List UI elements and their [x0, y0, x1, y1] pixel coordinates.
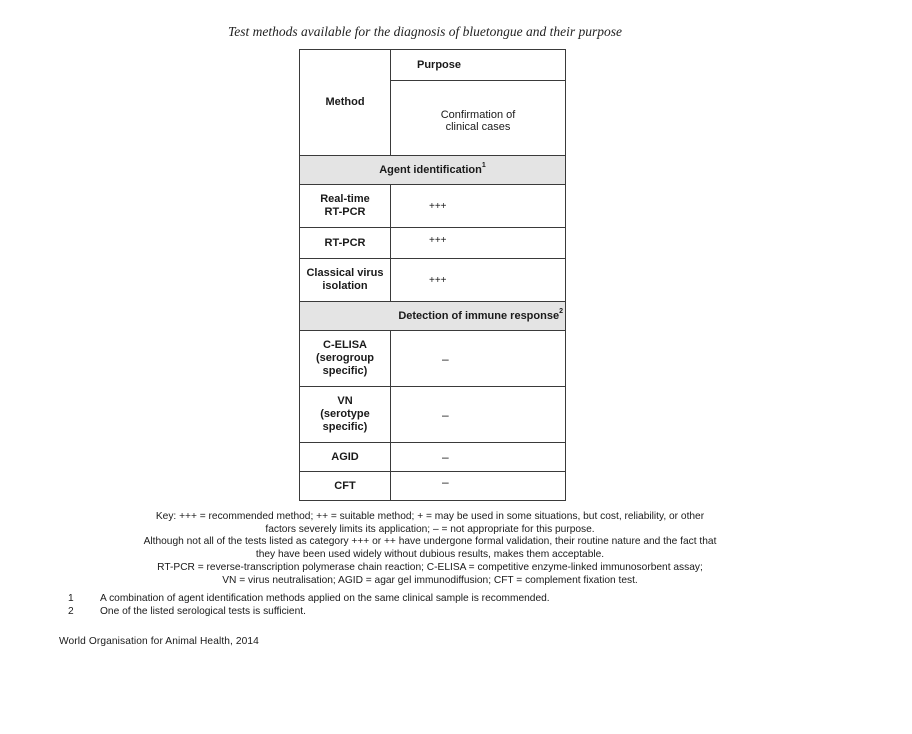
footnote-text: A combination of agent identification methods applied on the same clinical sample is recommended. [100, 593, 550, 604]
value-cell: – [391, 387, 566, 443]
table-header-row [300, 50, 566, 81]
footnote-text: One of the listed serological tests is sufficient. [100, 606, 306, 617]
table-row [300, 259, 566, 302]
value-cell: +++ [391, 259, 566, 302]
method-label: C-ELISA (serogroup specific) [315, 339, 375, 377]
footnote-marker: 2 [559, 308, 563, 315]
section-header [300, 302, 566, 331]
value-cell: +++ [391, 185, 566, 228]
note-line: RT-PCR = reverse-transcription polymerase chain reaction; C-ELISA = competitive enzyme-linked immunosorbent assay; [157, 561, 703, 573]
section-row-detection-of-immune-response [300, 302, 566, 331]
method-cell [300, 259, 391, 302]
purpose-header: Purpose [391, 50, 566, 81]
note-line: VN = virus neutralisation; AGID = agar gel immunodiffusion; CFT = complement fixation test. [222, 574, 638, 586]
table-row [300, 472, 566, 501]
source-credit: World Organisation for Animal Health, 2014 [59, 636, 259, 647]
method-cell: AGID [300, 443, 391, 472]
method-label: VN (serotype specific) [320, 395, 370, 433]
method-cell: RT-PCR [300, 228, 391, 259]
section-row-agent-identification [300, 156, 566, 185]
table-row [300, 228, 566, 259]
purpose-column-label: Confirmation of clinical cases [440, 108, 516, 133]
table-notes [60, 511, 800, 587]
method-label: Classical virus isolation [306, 267, 384, 292]
footnote-number: 1 [68, 593, 74, 604]
method-cell [300, 331, 391, 387]
purpose-column-header [391, 81, 566, 156]
method-header: Method [300, 50, 391, 156]
value-cell: +++ [391, 228, 566, 259]
method-label: Real-time RT-PCR [320, 193, 370, 218]
document-title: Test methods available for the diagnosis of bluetongue and their purpose [228, 24, 622, 39]
note-line: Key: +++ = recommended method; ++ = suitable method; + = may be used in some situations, but cost, reliability, or other [155, 511, 705, 522]
value-cell: – [391, 331, 566, 387]
section-label: Agent identification [379, 164, 482, 176]
note-line: they have been used widely without dubious results, makes them acceptable. [255, 549, 605, 561]
method-cell [300, 387, 391, 443]
footnote-number: 2 [68, 606, 74, 617]
note-line: factors severely limits its application; – = not appropriate for this purpose. [265, 523, 595, 535]
section-label: Detection of immune response [398, 310, 560, 322]
method-cell [300, 185, 391, 228]
footnote-2 [68, 606, 306, 617]
value-cell: – [391, 443, 566, 472]
note-line: Although not all of the tests listed as category +++ or ++ have undergone formal validation, their routine nature and the fact that [143, 536, 717, 548]
table-row [300, 185, 566, 228]
table-row [300, 331, 566, 387]
table-row [300, 387, 566, 443]
value-cell: – [391, 472, 566, 501]
footnote-marker: 1 [481, 162, 486, 169]
method-cell: CFT [300, 472, 391, 501]
table-row [300, 443, 566, 472]
footnote-1 [68, 593, 550, 604]
test-methods-table [299, 49, 566, 501]
section-header [300, 156, 566, 185]
